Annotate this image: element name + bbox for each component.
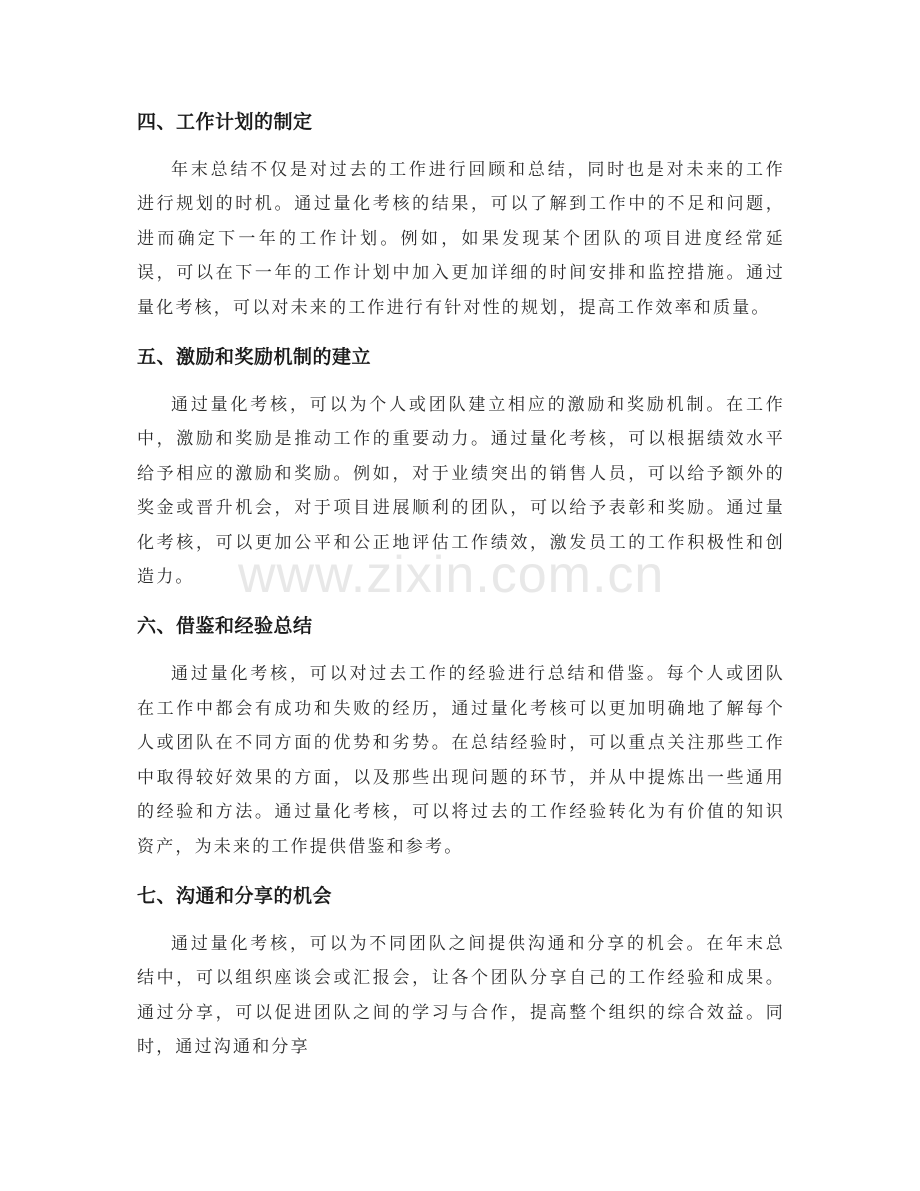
section-heading-7: 七、沟通和分享的机会 [137, 884, 333, 907]
section-paragraph-4: 年末总结不仅是对过去的工作进行回顾和总结，同时也是对未来的工作进行规划的时机。通过量化考核的结果，可以了解到工作中的不足和问题，进而确定下一年的工作计划。例如，如果发现某个团队的项目进度经常延误，可以在下一年的工作计划中加入更加详细的时间安排和监控措施。通过量化考核，可以对未来的工作进行有针对性的规划，提高工作效率和质量。 [137, 160, 785, 318]
site-watermark: www.zixin.com.cn [238, 546, 665, 604]
section-paragraph-6: 通过量化考核，可以对过去工作的经验进行总结和借鉴。每个人或团队在工作中都会有成功和失败的经历，通过量化考核可以更加明确地了解每个人或团队在不同方面的优势和劣势。在总结经验时，可以重点关注那些工作中取得较好效果的方面，以及那些出现问题的环节，并从中提炼出一些通用的经验和方法。通过量化考核，可以将过去的工作经验转化为有价值的知识资产，为未来的工作提供借鉴和参考。 [137, 664, 785, 857]
section-heading-6: 六、借鉴和经验总结 [137, 615, 313, 638]
section-heading-5: 五、激励和奖励机制的建立 [137, 346, 372, 369]
document-body [137, 104, 785, 1079]
section-heading-4: 四、工作计划的制定 [137, 111, 313, 133]
section-paragraph-7: 通过量化考核，可以为不同团队之间提供沟通和分享的机会。在年末总结中，可以组织座谈会或汇报会，让各个团队分享自己的工作经验和成果。通过分享，可以促进团队之间的学习与合作，提高整个组织的综合效益。同时，通过沟通和分享 [137, 933, 785, 1058]
section-paragraph-5: 通过量化考核，可以为个人或团队建立相应的激励和奖励机制。在工作中，激励和奖励是推动工作的重要动力。通过量化考核，可以根据绩效水平给予相应的激励和奖励。例如，对于业绩突出的销售人员，可以给予额外的奖金或晋升机会，对于项目进展顺利的团队，可以给予表彰和奖励。通过量化考核，可以更加公平和公正地评估工作绩效，激发员工的工作积极性和创造力。 [137, 395, 785, 588]
